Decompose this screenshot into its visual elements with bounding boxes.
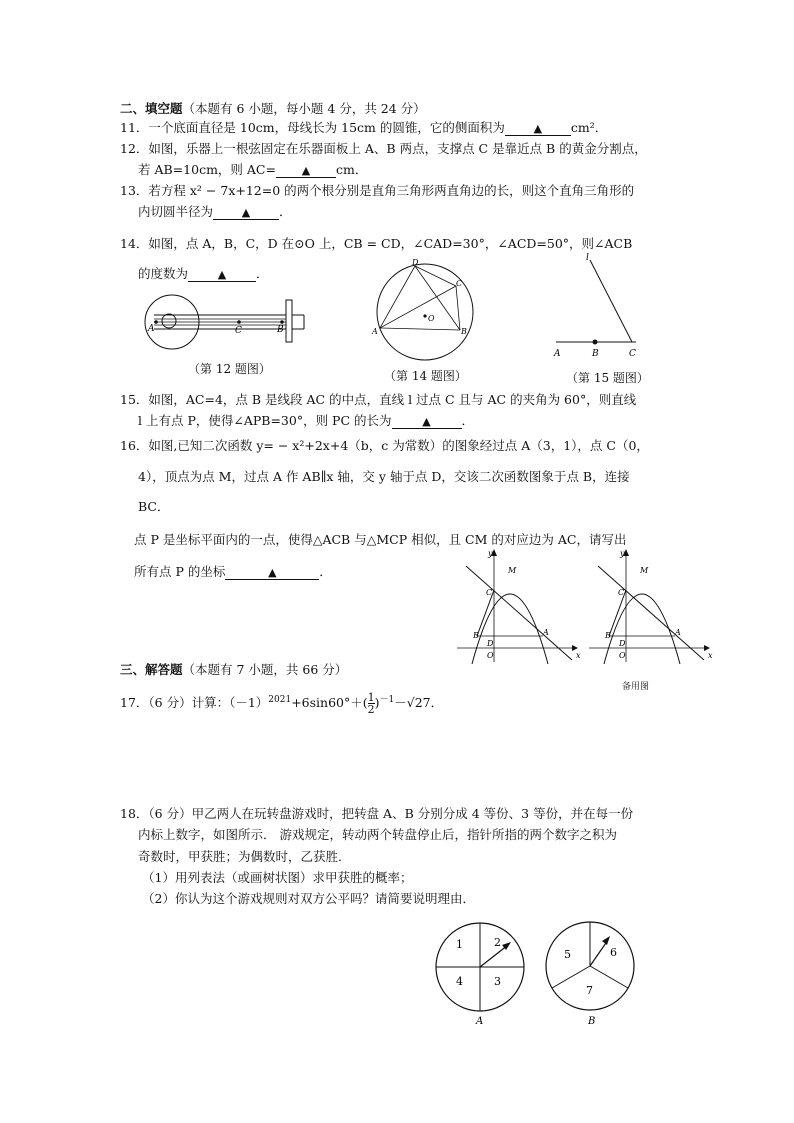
figure-12-instrument [136, 290, 316, 352]
answer-blank: ▲ [188, 268, 256, 282]
answer-blank: ▲ [225, 566, 319, 580]
section3-title: 三、解答题（本题有 7 小题，共 66 分） [120, 662, 348, 677]
spinner-b-label: B [588, 1016, 596, 1027]
label-b: B [461, 327, 467, 336]
label-o: O [428, 314, 435, 323]
answer-blank: ▲ [392, 415, 462, 429]
question-18-sub2: （2）你认为这个游戏规则对双方公平吗？请简要说明理由． [142, 891, 475, 906]
caption-fig12: （第 12 题图） [188, 362, 271, 376]
label-d: D [412, 258, 419, 267]
question-15-line2: l 上有点 P，使得∠APB=30°，则 PC 的长为 ▲ ． [138, 413, 475, 428]
spinner-a [432, 920, 532, 1028]
answer-blank: ▲ [213, 206, 279, 220]
label-o: O [487, 651, 494, 660]
question-16-line5: 所有点 P 的坐标 ▲ ． [134, 564, 332, 579]
label-b: B [473, 631, 479, 640]
section2-title: 二、填空题（本题有 6 小题，每小题 4 分，共 24 分） [120, 101, 426, 116]
spinner-a-number: 2 [494, 936, 501, 949]
question-18-line2: 内标上数字，如图所示． 游戏规定，转动两个转盘停止后，指针所指的两个数字之积为 [138, 827, 617, 842]
label-a: A [148, 324, 155, 334]
label-a: A [372, 327, 378, 336]
label-c: C [235, 326, 242, 336]
spinner-b-number: 7 [586, 984, 593, 997]
question-16-line3: BC． [138, 499, 170, 514]
question-12-line2: 若 AB=10cm，则 AC= ▲ cm． [138, 162, 368, 177]
question-16-line1: 16．如图,已知二次函数 y= − x²+2x+4（b，c 为常数）的图象经过点 A（3，1），点 C（0， [120, 438, 649, 453]
question-14-line2: 的度数为 ▲ ． [138, 266, 269, 281]
label-a: A [675, 628, 681, 637]
question-16-line4: 点 P 是坐标平面内的一点，使得△ACB 与△MCP 相似，且 CM 的对应边为 AC，请写出 [134, 532, 627, 547]
label-a: A [543, 628, 549, 637]
spinner-b-number: 6 [610, 946, 617, 959]
question-16-line2: 4），顶点为点 M，过点 A 作 AB∥x 轴，交 y 轴于点 D，交该二次函数图象于点 B，连接 [138, 469, 630, 484]
label-x: x [708, 651, 713, 660]
figure-15-lines [552, 250, 644, 362]
question-18-sub1: （1）用列表法（或画树状图）求甲获胜的概率； [142, 870, 413, 885]
spinner-b [544, 920, 640, 1028]
answer-blank: ▲ [505, 122, 571, 136]
label-m: M [508, 566, 517, 575]
figure-14-circle [368, 258, 478, 364]
spinner-a-number: 4 [456, 975, 463, 988]
question-12-line1: 12．如图，乐器上一根弦固定在乐器面板上 A、B 两点，支撑点 C 是靠近点 B 的黄金分割点， [120, 141, 647, 156]
label-m: M [640, 566, 649, 575]
label-b: B [605, 631, 611, 640]
label-c: C [629, 349, 636, 359]
label-a: A [554, 349, 561, 359]
question-14-line1: 14．如图，点 A，B，C，D 在⊙O 上，CB = CD，∠CAD=30°，∠ACD=50°，则∠ACB [120, 236, 633, 251]
caption-fig15: （第 15 题图） [566, 371, 649, 385]
answer-blank: ▲ [276, 164, 336, 178]
question-13-line1: 13．若方程 x² − 7x+12=0 的两个根分别是直角三角形两直角边的长，则这个直角三角形的 [120, 183, 635, 198]
figure-16-graph [452, 546, 582, 664]
label-c: C [486, 588, 493, 597]
label-x: x [576, 651, 581, 660]
spinner-a-number: 3 [494, 975, 501, 988]
spinner-a-number: 1 [456, 938, 463, 951]
label-y: y [620, 549, 625, 558]
spinner-b-number: 5 [564, 948, 571, 961]
question-15-line1: 15．如图，AC=4，点 B 是线段 AC 的中点，直线 l 过点 C 且与 AC 的夹角为 60°，则直线 [120, 392, 637, 407]
caption-fig14: （第 14 题图） [384, 369, 467, 383]
label-c: C [618, 588, 625, 597]
label-l: l [586, 253, 589, 263]
question-11: 11．一个底面直径是 10cm，母线长为 15cm 的圆锥，它的侧面积为 ▲ cm²． [120, 120, 608, 135]
label-o: O [619, 651, 626, 660]
question-18-line3: 奇数时，甲获胜；为偶数时，乙获胜． [138, 849, 351, 864]
label-c: C [456, 279, 463, 288]
figure-16-backup-graph [584, 546, 714, 664]
question-17: 17．（6 分）计算：$(-1)^{2021}+6\sin 60^\circ+$( $\frac{1}{2}$ )$^{-1}$－√27． [120, 691, 444, 717]
label-d: D [619, 639, 626, 648]
question-13-line2: 内切圆半径为 ▲ ． [138, 204, 292, 219]
label-b: B [592, 349, 599, 359]
label-y: y [488, 549, 493, 558]
label-b: B [277, 325, 284, 335]
label-d: D [487, 639, 494, 648]
caption-backup-graph: 备用图 [622, 682, 650, 692]
question-18-line1: 18．（6 分）甲乙两人在玩转盘游戏时，把转盘 A、B 分别分成 4 等份、3 等份，并在每一份 [120, 806, 634, 821]
spinner-a-label: A [476, 1016, 484, 1027]
